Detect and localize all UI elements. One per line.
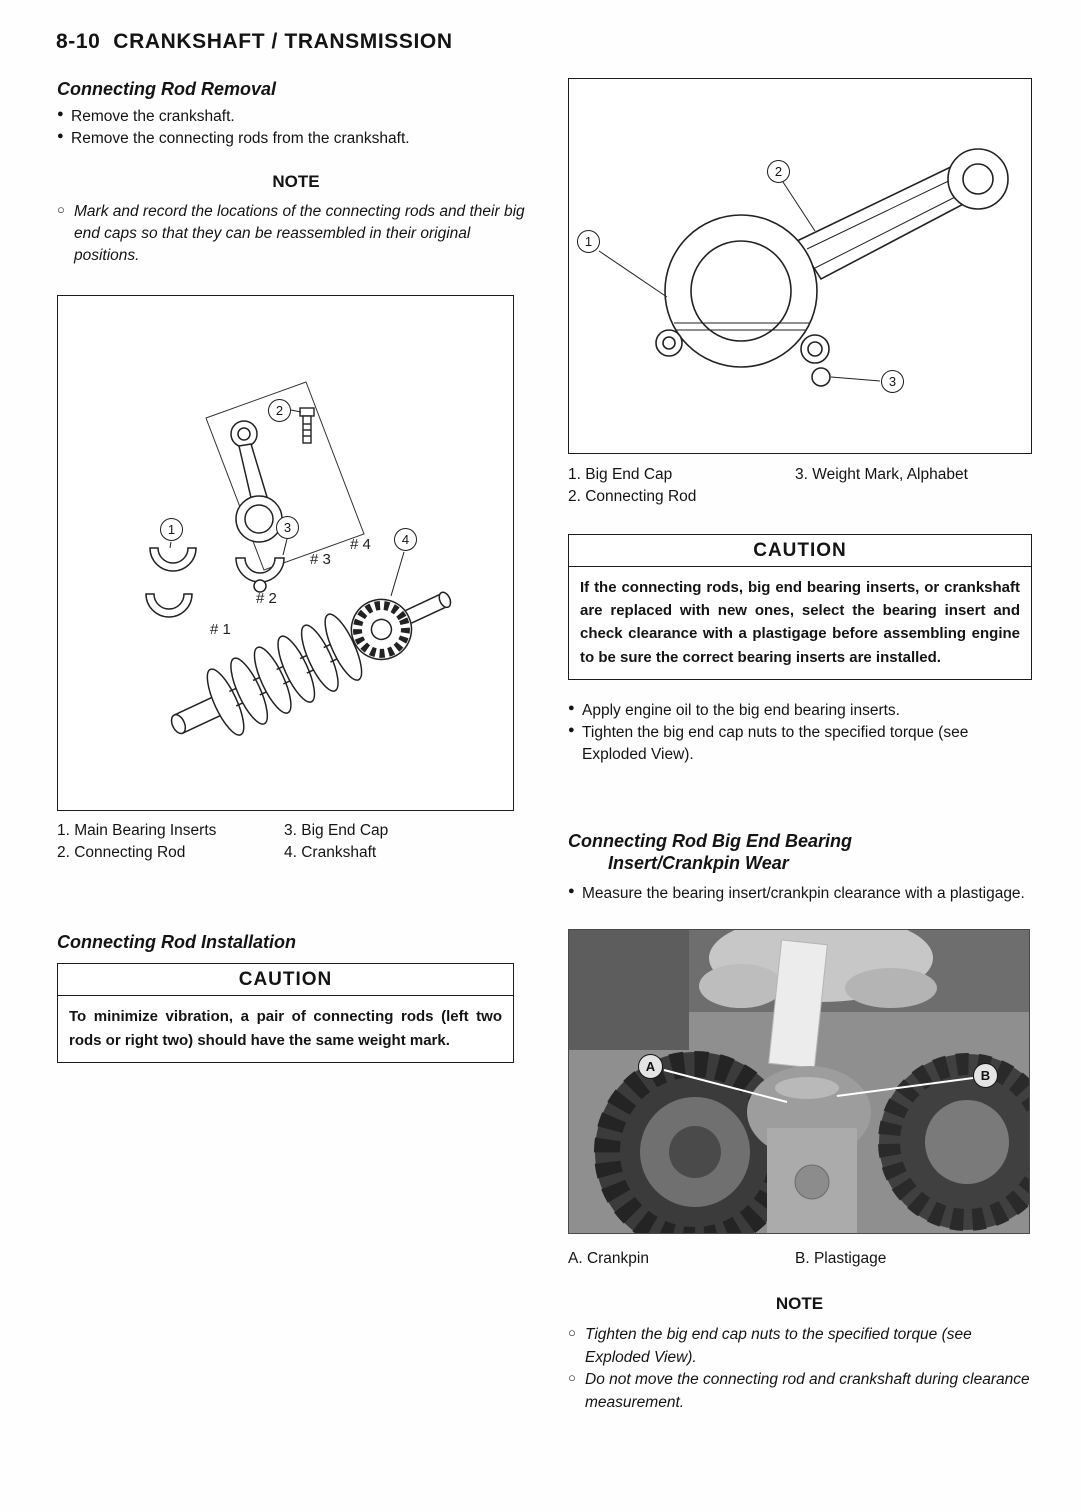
caption-connecting-rod: 2. Connecting Rod xyxy=(568,488,697,506)
caution-text: To minimize vibration, a pair of connecting rods (left two rods or right two) should have the same weight mark. xyxy=(69,1008,502,1049)
cylinder-mark-3: # 3 xyxy=(310,550,331,568)
connecting-rod-drawing xyxy=(231,421,282,542)
crankshaft-drawing xyxy=(158,565,465,759)
caution-label: CAUTION xyxy=(58,964,513,996)
figure2-callout-3: 3 xyxy=(881,370,904,393)
note-item-do-not-move: ○ Do not move the connecting rod and crankshaft during clearance measurement. xyxy=(568,1369,1031,1414)
bullet-measure-clearance: ● Measure the bearing insert/crankpin clearance with a plastigage. xyxy=(568,883,1031,905)
figure-connecting-rod xyxy=(568,78,1032,454)
section-heading-connecting-rod-installation: Connecting Rod Installation xyxy=(57,931,296,952)
section-heading-insert-crankpin-wear: Insert/Crankpin Wear xyxy=(608,853,789,874)
big-end-cap-drawing xyxy=(236,558,284,592)
figure1-callout-4: 4 xyxy=(394,528,417,551)
bullet-remove-crankshaft: ● Remove the crankshaft. xyxy=(57,106,535,128)
cylinder-mark-4: # 4 xyxy=(350,535,371,553)
figure-crankshaft-exploded xyxy=(57,295,514,811)
note-label: NOTE xyxy=(272,171,320,191)
bullet-remove-connecting-rods: ● Remove the connecting rods from the crankshaft. xyxy=(57,128,535,150)
leader-lines xyxy=(170,410,404,596)
main-bearing-inserts-drawing xyxy=(146,548,196,617)
caption-connecting-rod: 2. Connecting Rod xyxy=(57,844,186,862)
note-label: NOTE xyxy=(775,1294,824,1314)
figure1-callout-3: 3 xyxy=(276,516,299,539)
bullet-apply-engine-oil: ● Apply engine oil to the big end bearing inserts. xyxy=(568,700,1031,722)
photo-label-b: B xyxy=(973,1063,998,1088)
photo-label-a: A xyxy=(638,1054,663,1079)
caution-text: If the connecting rods, big end bearing inserts, or crankshaft are replaced with new ones, select the bearing insert and check clearance with a plastigage before assembling engine to be sure the correct bearing inserts are installed. xyxy=(580,578,1020,666)
big-end-bolt-drawing xyxy=(300,408,314,443)
page-title: 8-10 CRANKSHAFT / TRANSMISSION xyxy=(56,30,453,53)
caution-box-installation xyxy=(57,963,514,1063)
figure1-callout-2: 2 xyxy=(268,399,291,422)
note-item-tighten-torque: ○ Tighten the big end cap nuts to the specified torque (see Exploded View). xyxy=(568,1324,1031,1369)
rod-beam-drawing xyxy=(797,149,1008,279)
figure2-callout-2: 2 xyxy=(767,160,790,183)
caption-plastigage: B. Plastigage xyxy=(795,1249,887,1267)
cylinder-mark-1: # 1 xyxy=(210,620,231,638)
photo-caption xyxy=(568,1248,1031,1270)
note-item-mark-locations: ○ Mark and record the locations of the connecting rods and their big end caps so that they can be reassembled in their original positions. xyxy=(57,201,535,268)
caution-label: CAUTION xyxy=(569,535,1031,567)
crankshaft-exploded-drawing xyxy=(58,296,510,807)
caption-big-end-cap: 3. Big End Cap xyxy=(284,821,389,839)
crankpin-photo-drawing xyxy=(569,930,1029,1233)
figure2-callout-1: 1 xyxy=(577,230,600,253)
caption-crankshaft: 4. Crankshaft xyxy=(284,844,377,862)
photo-crankpin-plastigage xyxy=(568,929,1030,1234)
caption-big-end-cap: 1. Big End Cap xyxy=(568,466,673,483)
right-column xyxy=(568,74,1031,1414)
cylinder-mark-2: # 2 xyxy=(256,589,277,607)
section-heading-connecting-rod-removal: Connecting Rod Removal xyxy=(57,79,277,99)
caption-weight-mark: 3. Weight Mark, Alphabet xyxy=(795,466,968,483)
figure1-caption xyxy=(57,820,535,865)
caution-box-bearing-inserts xyxy=(568,534,1032,680)
figure2-caption xyxy=(568,464,1031,509)
figure1-callout-1: 1 xyxy=(160,518,183,541)
connecting-rod-figure-drawing xyxy=(569,79,1028,450)
caption-crankpin: A. Crankpin xyxy=(568,1249,649,1267)
bullet-tighten-cap-nuts: ● Tighten the big end cap nuts to the specified torque (see Exploded View). xyxy=(568,722,1031,766)
section-heading-big-end-bearing: Connecting Rod Big End Bearing xyxy=(568,830,852,851)
caption-main-bearing-inserts: 1. Main Bearing Inserts xyxy=(57,821,217,839)
left-column xyxy=(57,74,535,1063)
